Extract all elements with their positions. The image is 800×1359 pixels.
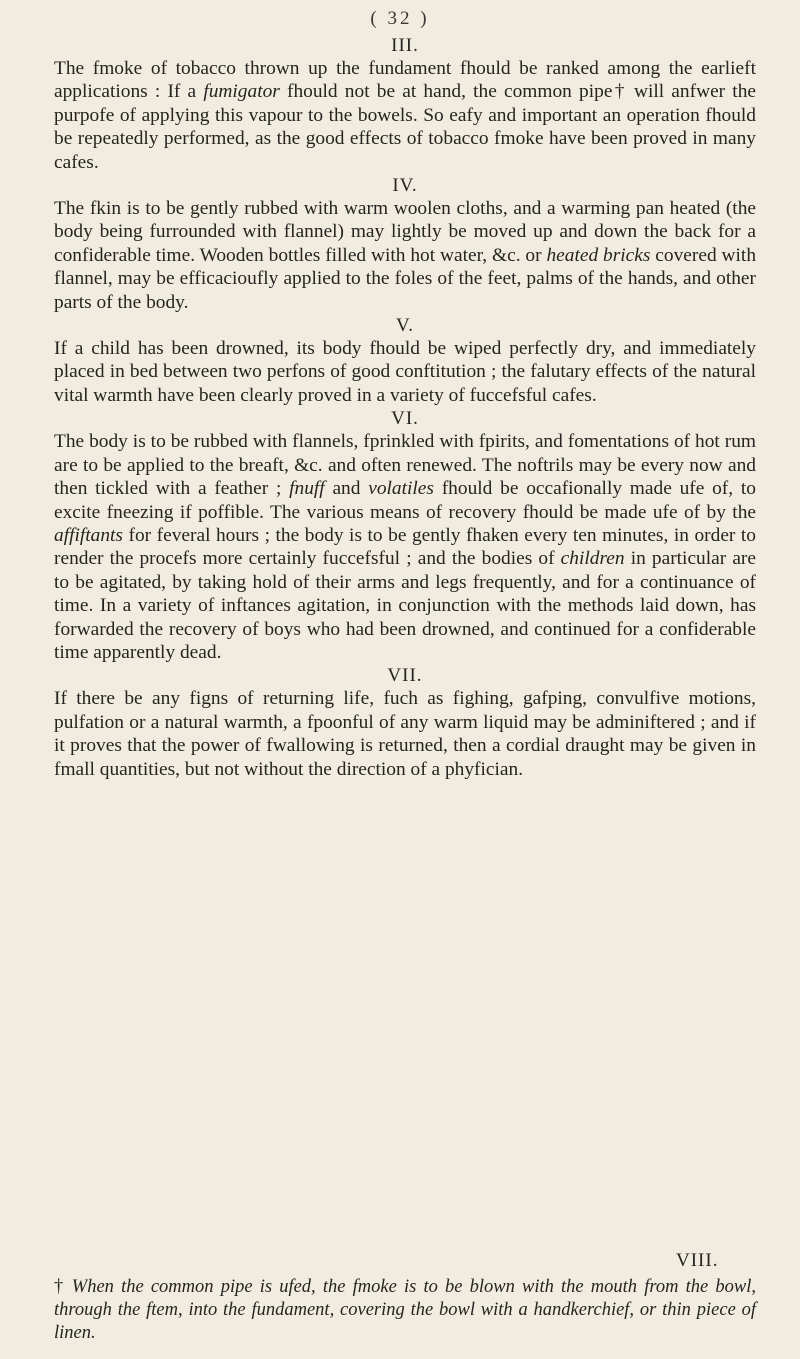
section-paragraph bbox=[54, 197, 756, 314]
body-text bbox=[54, 34, 756, 781]
text-run: in particular are to be agitated, by taking hold of their arms and legs frequently, and for a continuance of time. In a variety of inftances agitation, in conjunction with the methods laid down, has forwarded the recovery of boys who had been drowned, and continued for a confiderable time apparently dead. bbox=[54, 548, 756, 663]
catchword-next-heading: VIII. bbox=[676, 1250, 719, 1271]
section-paragraph bbox=[54, 430, 756, 664]
italic-term: affiftants bbox=[54, 524, 123, 546]
italic-term: fumigator bbox=[203, 81, 280, 103]
text-run: fhould not be at hand, the common pipe† will anfwer the purpofe of applying this vapour to the bowels. So eafy and important an operation fhould be repeatedly performed, as the good effects of tobacco fmoke have been proved in many cafes. bbox=[54, 81, 757, 173]
page-number: ( 32 ) bbox=[370, 8, 430, 29]
italic-term: heated bricks bbox=[546, 244, 651, 266]
text-run: and bbox=[324, 478, 369, 500]
section-heading: IV. bbox=[392, 175, 418, 197]
text-run: covered with flannel, may be efficacioufly applied to the foles of the feet, palms of the hands, and other parts of the body. bbox=[54, 244, 757, 313]
section-paragraph bbox=[54, 57, 756, 174]
text-run: The body is to be rubbed with flannels, fprinkled with fpirits, and fomentations of hot rum are to be applied to the breaft, &c. and often renewed. The noftrils may be every now and then tickled with a feather ; bbox=[54, 431, 756, 500]
section-heading: V. bbox=[395, 315, 415, 337]
text-run: fhould be occafionally made ufe of, to excite fneezing if poffible. The various means of recovery fhould be made ufe of by the bbox=[54, 478, 756, 523]
text-run: for feveral hours ; the body is to be gently fhaken every ten minutes, in order to render the procefs more certainly fuccefsful ; and the bodies of bbox=[54, 524, 756, 570]
footnote bbox=[54, 1276, 756, 1345]
italic-term: children bbox=[560, 548, 625, 570]
footnote-text: When the common pipe is ufed, the fmoke is to be blown with the mouth from the bowl, through the ftem, into the fundament, covering the bowl with a handkerchief, or thin piece of linen. bbox=[54, 1277, 757, 1343]
section-heading: VI. bbox=[391, 408, 419, 430]
text-run: The fkin is to be gently rubbed with warm woolen cloths, and a warming pan heated (the body being furrounded with flannel) may lightly be moved up and down the back for a confiderable time. Wooden bottles filled with hot water, &c. or bbox=[54, 198, 756, 266]
section-heading: VII. bbox=[387, 665, 423, 687]
text-run: If there be any figns of returning life, fuch as fighing, gafping, convulfive motions, pulfation or a natural warmth, a fpoonful of any warm liquid may be adminiftered ; and if it proves that the power of fwallowing is returned, then a cordial draught may be given in fmall quantities, but not without the direction of a phyfician. bbox=[54, 688, 756, 780]
text-run: The fmoke of tobacco thrown up the fundament fhould be ranked among the earlieft applications : If a bbox=[54, 58, 756, 103]
text-run: If a child has been drowned, its body fhould be wiped perfectly dry, and immediately placed in bed between two perfons of good conftitution ; the falutary effects of the natural vital warmth have been clearly proved in a variety of fuccefsful cafes. bbox=[54, 338, 756, 406]
section-paragraph bbox=[54, 687, 756, 781]
section-paragraph bbox=[54, 337, 756, 407]
italic-term: fnuff bbox=[289, 478, 325, 500]
section-heading: III. bbox=[391, 35, 419, 56]
footnote-mark: † bbox=[54, 1277, 66, 1297]
italic-term: volatiles bbox=[368, 478, 434, 500]
